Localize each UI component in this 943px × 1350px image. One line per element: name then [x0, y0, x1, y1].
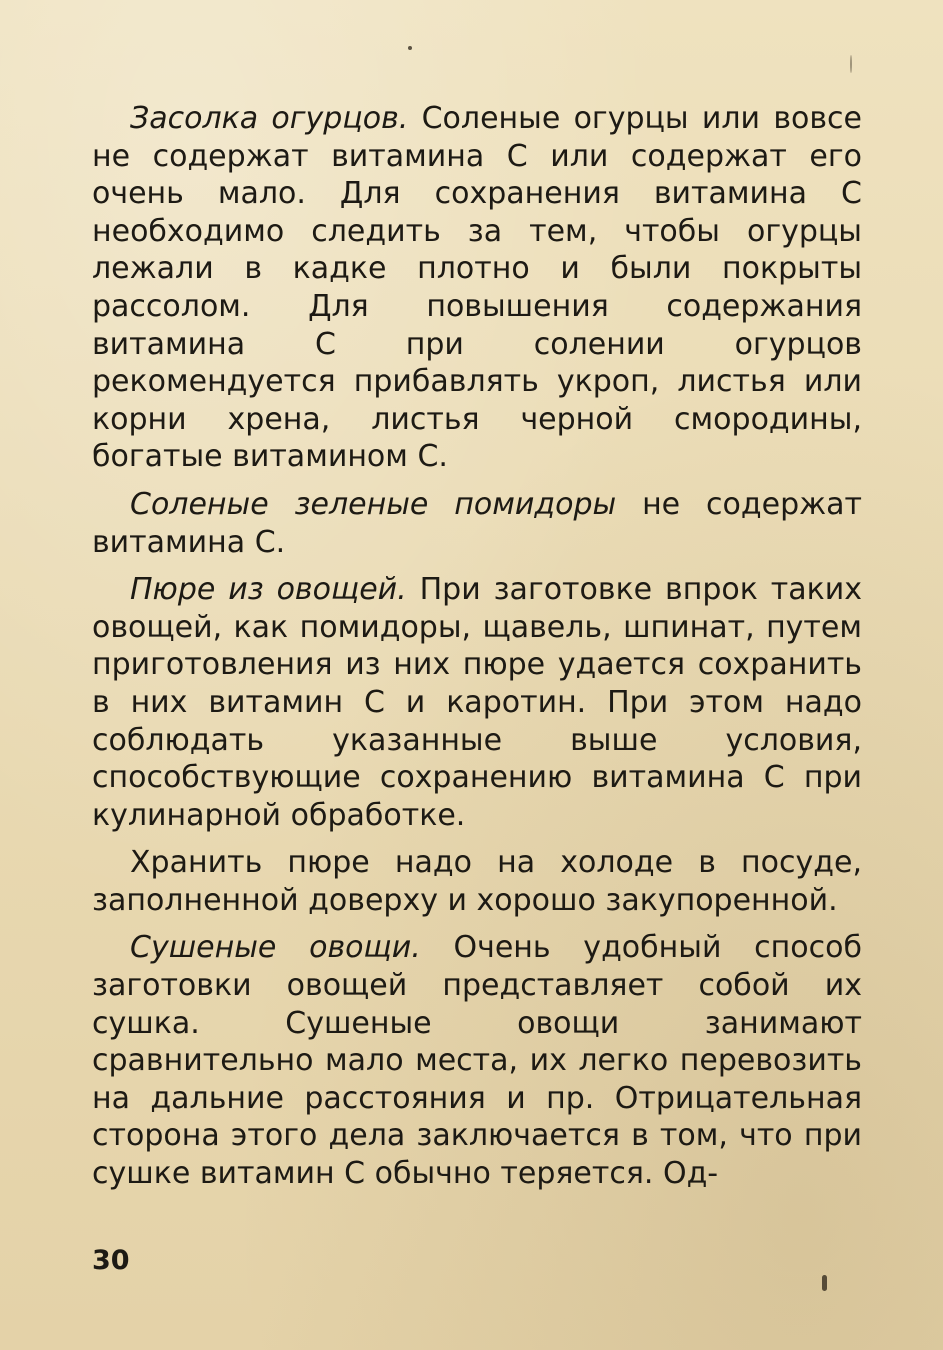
ink-speck	[822, 1275, 827, 1291]
ink-speck	[408, 46, 412, 50]
page-number: 30	[92, 1245, 130, 1276]
paragraph-text: не содержат витамина С.	[92, 486, 862, 560]
page-body-text	[92, 100, 862, 1193]
paragraph-text: При заготовке впрок таких овощей, как помидоры, щавель, шпинат, путем приготовления из них пюре удается сохранить в них витамин С и каротин. При этом надо соблюдать указанные выше условия, способствующие сохранению витамина С при кулинарной обработке.	[92, 572, 862, 833]
paragraph-vegetable-puree	[92, 571, 862, 834]
paragraph-heading: Сушеные овощи.	[130, 930, 421, 966]
paragraph-text: Соленые огурцы или вовсе не содержат витамина С или содержат его очень мало. Для сохранения витамина С необходимо следить за тем, чтобы огурцы лежали в кадке плотно и были покрыты рассолом. Для повышения содержания витамина С при солении огурцов рекомендуется прибавлять укроп, листья или корни хрена, листья черной смородины, богатые витамином С.	[92, 101, 862, 475]
paragraph-heading: Засолка огурцов.	[130, 101, 409, 136]
paragraph-heading: Пюре из овощей.	[130, 572, 407, 608]
paragraph-text: Очень удобный способ заготовки овощей представляет собой их сушка. Сушеные овощи занимают сравнительно мало места, их легко перевозить на дальние расстояния и пр. Отрицательная сторона этого дела заключается в том, что при сушке витамин С обычно теряется. Од-	[92, 930, 862, 1192]
paragraph-dried-vegetables	[92, 929, 862, 1192]
paragraph-salting-cucumbers	[92, 100, 862, 476]
paragraph-salted-green-tomatoes	[92, 486, 862, 561]
paragraph-text: Хранить пюре надо на холоде в посуде, заполненной доверху и хорошо закупоренной.	[92, 845, 862, 918]
paragraph-heading: Соленые зеленые помидоры	[130, 486, 617, 522]
ink-speck	[850, 55, 852, 73]
paragraph-puree-storage	[92, 844, 862, 919]
